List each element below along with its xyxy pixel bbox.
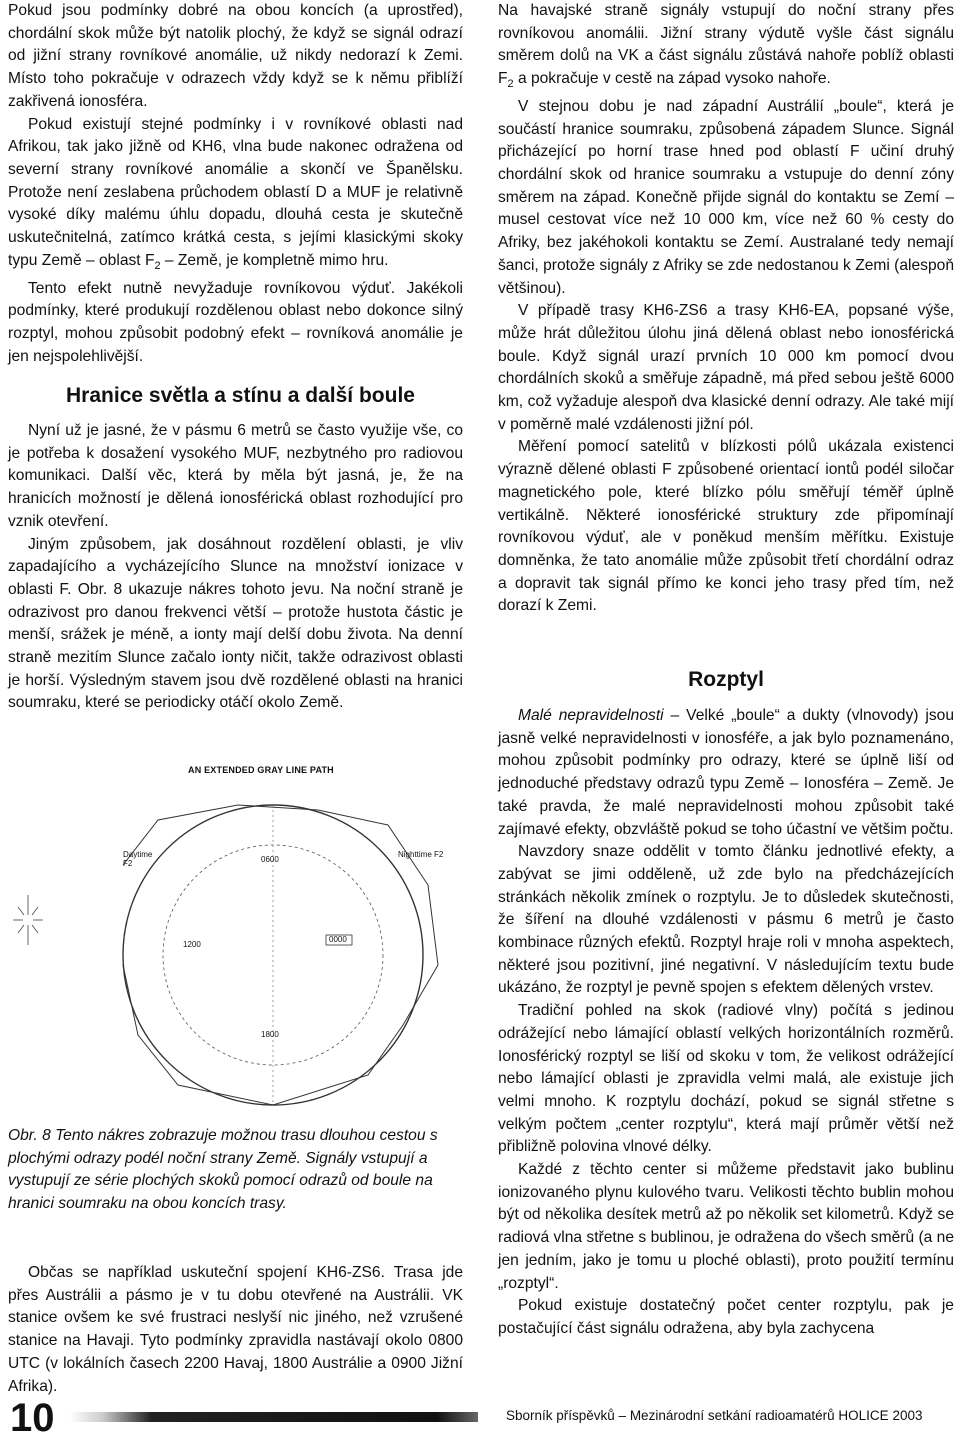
section-heading: Rozptyl <box>688 668 764 691</box>
label-time-1200: 1200 <box>183 940 201 949</box>
section-heading: Hranice světla a stínu a další boule <box>66 384 415 407</box>
paragraph: Pokud existují stejné podmínky i v rovníkové oblasti nad Afrikou, tak jako jižně od KH6, vlna bude nakonec odražena od severní strany rovníkové anomálie a skončí ve Španělsku. Protože není zeslabena průchodem oblastí D a MUF je relativně vysoké díky malému úhlu dopadu, dlouhá cesta je skutečně uskutečnitelná, zatímco krátká cesta, s jejími klasickými skoky typu Země – oblast $F_2$ – Země, je kompletně mimo hru. <box>8 115 463 272</box>
paragraph: Občas se například uskuteční spojení KH6-ZS6. Trasa jde přes Austrálii a pásmo je v tu dobu otevřené na Austrálii. VK stanice ovšem ke své frustraci neslyší nic jiného, než vzrušené stanice na Havaji. Tyto podmínky zpravidla nastávají okolo 0800 UTC (v lokálních časech 2200 Havaj, 1800 Austrálie a 0900 Jižní Afrika). <box>8 1264 463 1395</box>
figure-gray-line-path <box>8 765 463 1125</box>
figure-title: AN EXTENDED GRAY LINE PATH <box>188 765 334 775</box>
figure-caption: Obr. 8 Tento nákres zobrazuje možnou trasu dlouhou cestou s plochými odrazy podél noční strany Země. Signály vstupují a vystupují ze série plochých skoků pomocí odrazů od boule na hranici soumraku na obou koncích trasy. <box>8 1127 438 1212</box>
paragraph: Jiným způsobem, jak dosáhnout rozdělení oblasti, je vliv zapadajícího a vycházejícího Slunce na množství ionizace v oblasti F. Obr. 8 ukazuje nákres tohoto jevu. Na noční straně je odrazivost pro danou frekvenci větší – protože hustota částic je menší, srážek je méně, a ionty mají delší dobu života. Na denní straně mezitím Slunce začalo ionty ničit, takže odrazivost oblasti je horší. Výsledným stavem jsou dvě rozdělené oblasti na hranici soumraku, které se periodicky otáčí okolo Země. <box>8 535 463 712</box>
paragraph: V stejnou dobu je nad západní Austrálií „boule“, která je součástí hranice soumraku, způsobená západem Slunce. Signál přicházející po horní trase hned pod oblastí F učiní druhý chordální skok od hranice soumraku a vstupuje do denní zóny směrem na západ. Konečně přijde signál do kontaktu se Zemí – musel cestovat více než 10 000 km, více než 60 % cesty do Afriky, bez jakéhokoli kontaktu se Zemí. Australané tedy nemají šanci, protože signály z Afriky se zde nedostanou k Zemi (alespoň většinou). <box>498 97 954 297</box>
paragraph: Navzdory snaze oddělit v tomto článku jednotlivé efekty, a zabývat se jimi odděleně, už zde bylo na předcházejících stránkách několik zmínek o rozptylu. Je to důsledek skutečnosti, že šíření na dlouhé vzdálenosti v pásmu 6 metrů je často kombinace různých efektů. Rozptyl hraje roli v mnoha aspektech, některé jsou pozitivní, jiné negativní. V následujícím textu bude ukázáno, že rozptyl je pevně spojen s efektem dělených vrstev. <box>498 843 954 997</box>
label-nighttime: Nighttime F2 <box>398 850 444 859</box>
paragraph: Měření pomocí satelitů v blízkosti pólů ukázala existenci výrazně dělené oblasti F způsobené orientací iontů podél siločar magnetického pole, které blízko pólu směřují téměř úplně vertikálně. Některé ionosférické struktury zde připomínají rovníkovou výduť, ale v poněkud menším měřítku. Existuje domněnka, že tato anomálie může způsobit třetí chordální odraz a dopravit tak signál přímo ke konci jeho trasy před tím, než dorazí k Zemi. <box>498 438 954 615</box>
gray-line-diagram <box>8 765 463 1125</box>
footer-bar <box>70 1412 478 1422</box>
page-number: 10 <box>10 1396 55 1440</box>
paragraph: Malé nepravidelnosti – Velké „boule“ a dukty (vlnovody) jsou jasně velké nepravidelnosti v ionosféře, a jak bylo poznamenáno, mohou způsobit podmínky pro odrazy, které se úplně liší od jednoduché představy odrazů typu Země – Ionosféra – Země. Je také pravda, že malé nepravidelnosti mohou způsobit také zajímavé efekty, obzvláště pokud se toho účastní ve většim počtu. <box>498 707 954 838</box>
label-time-0000: 0000 <box>329 935 347 944</box>
footer-publication: Sborník příspěvků – Mezinárodní setkání radioamatérů HOLICE 2003 <box>506 1408 923 1423</box>
paragraph: Na havajské straně signály vstupují do noční strany přes rovníkovou anomálii. Jižní strany výdutě vyšle část signálu směrem dolů na VK a část signálu zůstává nahoře poblíž oblasti $F_2$ a pokračuje v cestě na západ vysoko nahoře. <box>498 2 954 91</box>
paragraph: Tento efekt nutně nevyžaduje rovníkovou výduť. Jakékoli podmínky, které produkují rozdělenou oblast nebo dokonce silný rozptyl, mohou způsobit podobný efekt – rovníková anomálie je jen nejspolehlivější. <box>8 279 463 365</box>
paragraph: Pokud existuje dostatečný počet center rozptylu, pak je postačující část signálu odražena, aby byla zachycena <box>498 1297 954 1337</box>
paragraph: Nyní už je jasné, že v pásmu 6 metrů se často využije vše, co je potřeba k dosažení vysokého MUF, nezbytného pro radiovou komunikaci. Další věc, která by měla být jasná, je, že na hranicích možností je dělená ionosférická oblast rozhodující pro vznik otevření. <box>8 422 463 530</box>
label-time-1800: 1800 <box>261 1030 279 1039</box>
paragraph: Pokud jsou podmínky dobré na obou koncích (a uprostřed), chordální skok může být natolik plochý, že když se signál odrazí od jižní strany rovníkové anomálie, už nikdy nedorazí k Zemi. Místo toho pokračuje v odrazech vždy když se k němu přiblíží zakřivená ionosféra. <box>8 2 463 110</box>
label-time-0600: 0600 <box>261 855 279 864</box>
paragraph: Tradiční pohled na skok (radiové vlny) počítá s jedinou odrážející nebo lámající oblastí velkých horizontálních rozměrů. Ionosférický rozptyl se liší od skoku v tom, že velikost odrážející nebo lámající oblasti je zpravidla velmi malá, ale existuje jich velmi mnoho. K rozptylu dochází, pokud se signál střetne s velkým počtem „center rozptylu“, která mají průměr větší než přibližně polovina vlnové délky. <box>498 1002 954 1156</box>
paragraph: Každé z těchto center si můžeme představit jako bublinu ionizovaného plynu kulového tvaru. Velikosti těchto bublin mohou být od několika desítek metrů až po několik set kilometrů. Když se radiová vlna střetne s bublinou, je odražena do všech směrů (a ne jen jedním, jako je tomu u ploché oblasti), proto použití termínu „rozptyl“. <box>498 1161 954 1292</box>
label-daytime: Daytime F2 <box>123 850 153 868</box>
paragraph: V případě trasy KH6-ZS6 a trasy KH6-EA, popsané výše, může hrát důležitou úlohu jiná dělená oblast nebo ionosférická boule. Když signál urazí prvních 10 000 km pomocí dvou chordálních skoků a směřuje západně, má před sebou ještě 6000 km, což vyžaduje alespoň dva klasické denní odrazy. Ale také mijí v poměrně malé vzdálenosti jižní pól. <box>498 302 954 433</box>
